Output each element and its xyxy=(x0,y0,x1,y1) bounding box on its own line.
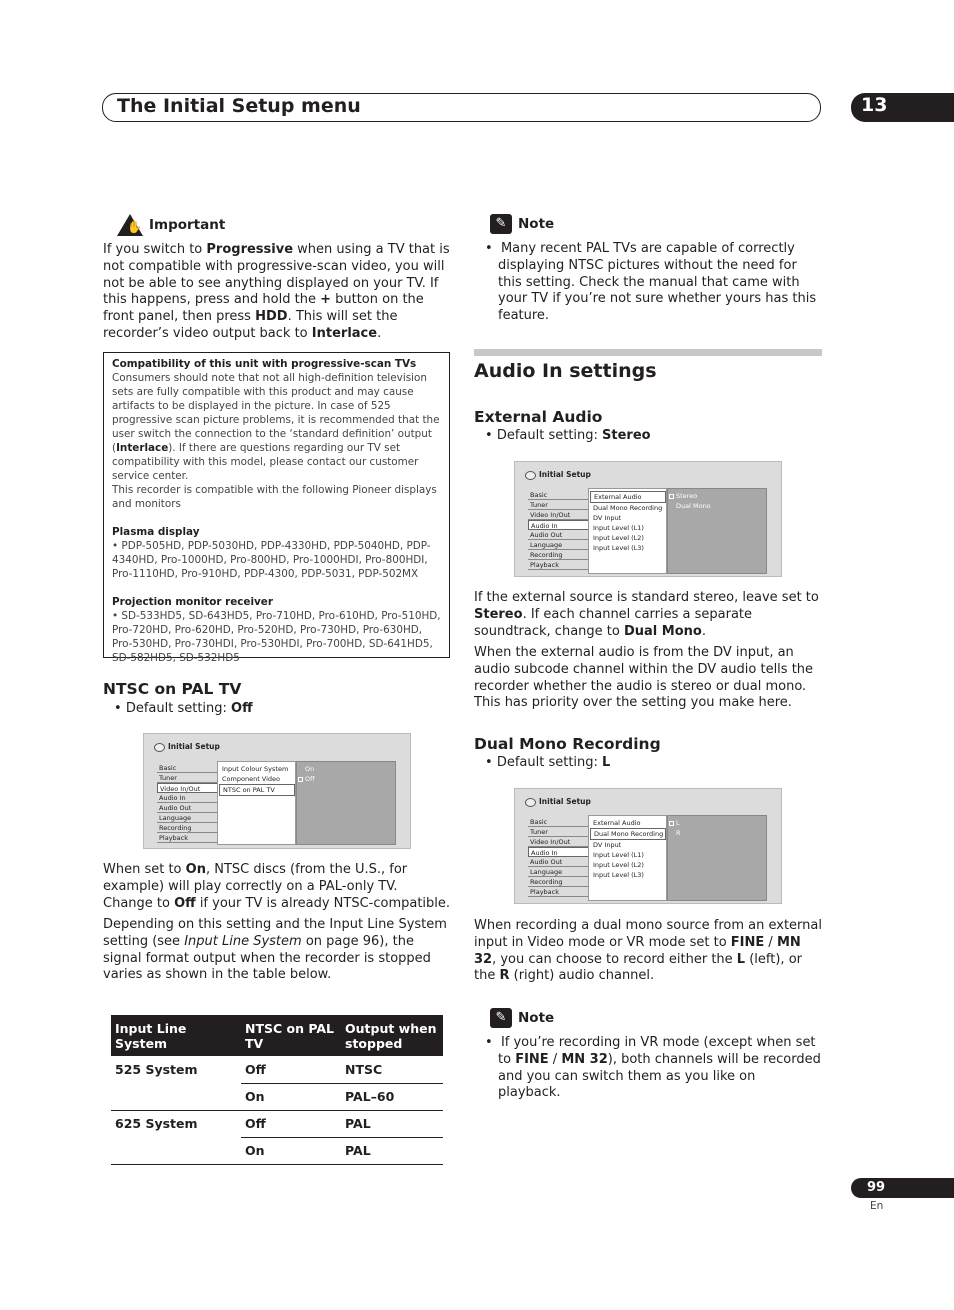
plasma-list: • PDP-505HD, PDP-5030HD, PDP-4330HD, PDP-5040HD, PDP-4340HD, Pro-1000HD, Pro-800HD, Pro-1000HDI, Pro-800HDI, Pro-1110HD, Pro-910HD, PDP-4300, PDP-5031, PDP-502MX xyxy=(112,540,431,580)
submenu-item: Input Level (L2) xyxy=(593,861,644,869)
text-run: (left), or the xyxy=(474,951,802,984)
important-heading-row xyxy=(117,214,225,236)
menu-item-selected: Video In/Out xyxy=(157,783,217,793)
ntsc-default: • Default setting: Off xyxy=(114,701,253,716)
menu-item: Audio Out xyxy=(157,803,217,813)
screen-menu xyxy=(157,763,217,843)
disc-icon xyxy=(525,798,536,807)
option-item: Dual Mono xyxy=(676,502,711,510)
menu-item-selected: Audio In xyxy=(528,847,588,857)
text-run-bold: Off xyxy=(174,895,196,911)
table-cell: 625 System xyxy=(115,1116,198,1132)
chapter-number-tab xyxy=(851,93,954,122)
screen-title xyxy=(525,470,591,480)
menu-item: Video In/Out xyxy=(528,510,588,520)
text-run-bold: L xyxy=(736,951,746,967)
external-audio-screen xyxy=(514,461,782,577)
option-text: Stereo xyxy=(676,492,698,500)
chapter-number: 13 xyxy=(861,94,888,116)
projection-title: Projection monitor receiver xyxy=(112,596,273,608)
plasma-title: Plasma display xyxy=(112,526,200,538)
note2-heading: Note xyxy=(518,1010,555,1026)
option-item-selected xyxy=(676,818,766,828)
text-run: ), both channels will be recorded and you can switch them as you like on playback. xyxy=(498,1051,821,1101)
text-run-bold: On xyxy=(185,862,206,877)
text-run: Consumers should note that not all high-definition television sets are fully compatible with this product and may cause artifacts to be displayed in the picture. In case of 525 progressive scan picture problems, it is recommended that the user switch the connection to the ‘standard definition’ output ( xyxy=(112,372,440,454)
compat-title: Compatibility of this unit with progressive-scan TVs xyxy=(112,358,417,370)
menu-item: Recording xyxy=(528,550,588,560)
option-item: R xyxy=(676,829,681,837)
important-heading: Important xyxy=(149,217,226,233)
text-run-bold: HDD xyxy=(255,309,288,325)
ntsc-heading: NTSC on PAL TV xyxy=(103,680,242,698)
default-value: Stereo xyxy=(602,428,651,443)
table-cell: PAL xyxy=(341,1137,443,1164)
dual-mono-heading: Dual Mono Recording xyxy=(474,735,661,753)
menu-item: Playback xyxy=(157,833,217,843)
menu-item: Language xyxy=(528,540,588,550)
text-run: if your TV is already NTSC-compatible. xyxy=(195,895,451,911)
text-run: (right) audio channel. xyxy=(509,968,655,984)
screen-options xyxy=(296,761,396,845)
text-run-bold: MN 32 xyxy=(561,1051,608,1067)
submenu-item: DV Input xyxy=(593,514,622,522)
external-audio-paragraph-1 xyxy=(474,590,822,640)
submenu-item-selected: External Audio xyxy=(590,491,666,503)
text-run: ). If there are questions regarding our TV set compatibility with this model, please contact our customer service center. xyxy=(112,442,419,482)
screen-title xyxy=(525,797,591,807)
default-label: Default setting: xyxy=(125,701,232,716)
submenu-item: Component Video xyxy=(222,775,281,783)
selector-square-icon xyxy=(298,777,303,782)
menu-item: Tuner xyxy=(157,773,217,783)
submenu-item: Input Level (L3) xyxy=(593,544,644,552)
audio-section-heading: Audio In settings xyxy=(474,360,657,382)
table-row xyxy=(111,1056,443,1083)
table-row xyxy=(111,1137,443,1164)
text-run-italic: Input Line System xyxy=(184,933,302,949)
menu-item: Audio In xyxy=(157,793,217,803)
menu-item: Playback xyxy=(528,887,588,897)
screen-options xyxy=(667,488,767,574)
menu-item: Basic xyxy=(528,817,588,827)
pencil-note-icon: ✎ xyxy=(490,214,512,234)
text-run: when using a TV that is not compatible with progressive-scan video, you will not be able to see anything displayed on your TV. If this happens, press and hold the xyxy=(103,242,450,308)
submenu-item: Input Colour System xyxy=(222,765,289,773)
menu-item-selected: Audio In xyxy=(528,520,588,530)
text-run-bold: + xyxy=(320,292,331,308)
text-run-bold: FINE xyxy=(730,934,765,950)
dual-mono-screen xyxy=(514,788,782,904)
option-item-selected xyxy=(676,491,766,501)
text-run-bold: R xyxy=(499,968,510,984)
compat-text2: This recorder is compatible with the following Pioneer displays and monitors xyxy=(112,484,437,510)
selector-square-icon xyxy=(669,821,674,826)
text-run: When set to xyxy=(103,862,186,877)
table-cell xyxy=(111,1083,241,1110)
text-run: If you’re recording in VR mode (except when set to xyxy=(498,1035,816,1067)
text-run: Depending on this setting and the Input Line System setting (see xyxy=(103,917,447,949)
external-audio-heading: External Audio xyxy=(474,408,603,426)
dual-mono-paragraph xyxy=(474,918,824,985)
text-run: , NTSC discs (from the U.S., for example) will play correctly on a PAL-only TV. Change to xyxy=(103,862,408,911)
selector-square-icon xyxy=(669,494,674,499)
table-cell: Off xyxy=(241,1110,341,1137)
text-run: / xyxy=(548,1051,562,1067)
note1-heading-row xyxy=(490,214,554,234)
menu-item: Video In/Out xyxy=(528,837,588,847)
text-run-bold: Interlace xyxy=(311,325,378,341)
chapter-title: The Initial Setup menu xyxy=(117,95,361,117)
table-cell xyxy=(111,1137,241,1164)
option-text: L xyxy=(676,819,680,827)
text-run-bold: Dual Mono xyxy=(623,623,702,639)
text-run-bold: Progressive xyxy=(206,242,294,257)
ntsc-setup-screen xyxy=(143,733,411,849)
submenu-item-selected: NTSC on PAL TV xyxy=(219,784,295,796)
screen-menu xyxy=(528,490,588,570)
submenu-item: Input Level (L2) xyxy=(593,534,644,542)
text-run: . If each channel carries a separate soundtrack, change to xyxy=(474,606,753,639)
text-run: on page 96), the signal format output when the recorder is stopped varies as shown in the table below. xyxy=(103,933,431,983)
default-value: Off xyxy=(231,701,253,716)
important-paragraph xyxy=(103,242,451,343)
text-run: If the external source is standard stereo, leave set to xyxy=(474,590,819,605)
text-run: When recording a dual mono source from an external input in Video mode or VR mode set to xyxy=(474,918,822,950)
menu-item: Language xyxy=(528,867,588,877)
menu-item: Language xyxy=(157,813,217,823)
output-table xyxy=(111,1015,443,1165)
menu-item: Tuner xyxy=(528,500,588,510)
menu-item: Tuner xyxy=(528,827,588,837)
text-run: / xyxy=(764,934,777,950)
note1-heading: Note xyxy=(518,216,555,232)
submenu-item: DV Input xyxy=(593,841,622,849)
ntsc-paragraph-2 xyxy=(103,917,451,984)
compatibility-box xyxy=(103,352,450,664)
note2-bullet: • If you’re recording in VR mode (except when set to FINE / MN 32), both channels will be recorded and you can switch them as you like on playback. xyxy=(485,1035,821,1101)
section-rule xyxy=(474,349,822,356)
default-label: Default setting: xyxy=(496,755,603,770)
menu-item: Audio Out xyxy=(528,530,588,540)
page-number: 99 xyxy=(867,1180,886,1195)
table-cell: On xyxy=(241,1083,341,1110)
text-run-bold: Stereo xyxy=(474,606,523,622)
chapter-title-bar xyxy=(102,93,821,122)
note2-heading-row xyxy=(490,1008,554,1028)
menu-item: Playback xyxy=(528,560,588,570)
table-row xyxy=(111,1110,443,1137)
menu-item: Basic xyxy=(157,763,217,773)
table-cell: PAL–60 xyxy=(341,1083,443,1110)
text-run: . xyxy=(701,623,706,639)
default-value: L xyxy=(602,755,611,770)
menu-item: Audio Out xyxy=(528,857,588,867)
text-run-bold: Interlace xyxy=(116,442,169,454)
screen-title-text: Initial Setup xyxy=(539,470,591,479)
text-run-bold: MN 32 xyxy=(474,934,801,967)
table-cell: NTSC xyxy=(341,1056,443,1083)
submenu-item: Input Level (L1) xyxy=(593,524,644,532)
screen-options xyxy=(667,815,767,901)
table-cell: Off xyxy=(241,1056,341,1083)
table-row xyxy=(111,1083,443,1110)
disc-icon xyxy=(525,471,536,480)
external-audio-paragraph-2: When the external audio is from the DV input, an audio subcode channel within the DV audio tells the recorder whether the audio is stereo or dual mono. This has priority over the setting you make here. xyxy=(474,645,814,711)
option-item: On xyxy=(305,765,315,773)
table-header-row xyxy=(111,1015,443,1056)
language-code: En xyxy=(870,1200,884,1212)
submenu-item: Input Level (L3) xyxy=(593,871,644,879)
option-item-selected xyxy=(305,774,395,784)
note1-text: Many recent PAL TVs are capable of correctly displaying NTSC pictures without the need for this setting. Check the manual that came with your TV if you’re not sure whether yours has this feature. xyxy=(498,241,817,324)
page-number-tab xyxy=(851,1178,954,1198)
disc-icon xyxy=(154,743,165,752)
table-cell: On xyxy=(241,1137,341,1164)
text-run: . This will set the recorder’s video output back to xyxy=(103,309,398,341)
table-cell: 525 System xyxy=(115,1062,198,1077)
submenu-item: Dual Mono Recording xyxy=(593,504,663,512)
dual-mono-default: • Default setting: L xyxy=(485,755,611,770)
screen-title-text: Initial Setup xyxy=(168,742,220,751)
table-header-cell: NTSC on PAL TV xyxy=(241,1015,341,1056)
compat-text xyxy=(112,371,441,483)
table-cell: PAL xyxy=(341,1110,443,1137)
note1-bullet: • Many recent PAL TVs are capable of correctly displaying NTSC pictures without the need for this setting. Check the manual that came with your TV if you’re not sure whether yours has this feature. xyxy=(485,241,817,324)
screen-submenu xyxy=(588,488,667,574)
submenu-item-selected: Dual Mono Recording xyxy=(590,828,666,840)
text-run: If you switch to xyxy=(103,242,207,257)
submenu-item: External Audio xyxy=(593,819,641,827)
text-run-bold: FINE xyxy=(515,1051,549,1067)
external-audio-default: • Default setting: Stereo xyxy=(485,428,651,443)
table-header-cell: Output when stopped xyxy=(341,1015,443,1056)
ntsc-paragraph-1 xyxy=(103,862,451,912)
option-text: Off xyxy=(305,775,315,783)
warning-icon: ✋ xyxy=(117,214,143,236)
screen-title xyxy=(154,742,220,752)
menu-item: Recording xyxy=(528,877,588,887)
text-run: . xyxy=(377,325,382,341)
screen-menu xyxy=(528,817,588,897)
text-run: button on the front panel, then press xyxy=(103,292,424,325)
screen-title-text: Initial Setup xyxy=(539,797,591,806)
text-run: , you can choose to record either the xyxy=(492,951,737,967)
table-header-cell: Input Line System xyxy=(111,1015,241,1056)
menu-item: Basic xyxy=(528,490,588,500)
screen-submenu xyxy=(217,761,296,845)
screen-submenu xyxy=(588,815,667,901)
default-label: Default setting: xyxy=(496,428,603,443)
pencil-note-icon: ✎ xyxy=(490,1008,512,1028)
menu-item: Recording xyxy=(157,823,217,833)
projection-list: • SD-533HD5, SD-643HD5, Pro-710HD, Pro-610HD, Pro-510HD, Pro-720HD, Pro-620HD, Pro-520HD, Pro-730HD, Pro-630HD, Pro-530HD, Pro-730HDI, Pro-530HDI, Pro-700HD, SD-641HD5, SD-582HD5, SD-532HD5 xyxy=(112,610,441,664)
submenu-item: Input Level (L1) xyxy=(593,851,644,859)
